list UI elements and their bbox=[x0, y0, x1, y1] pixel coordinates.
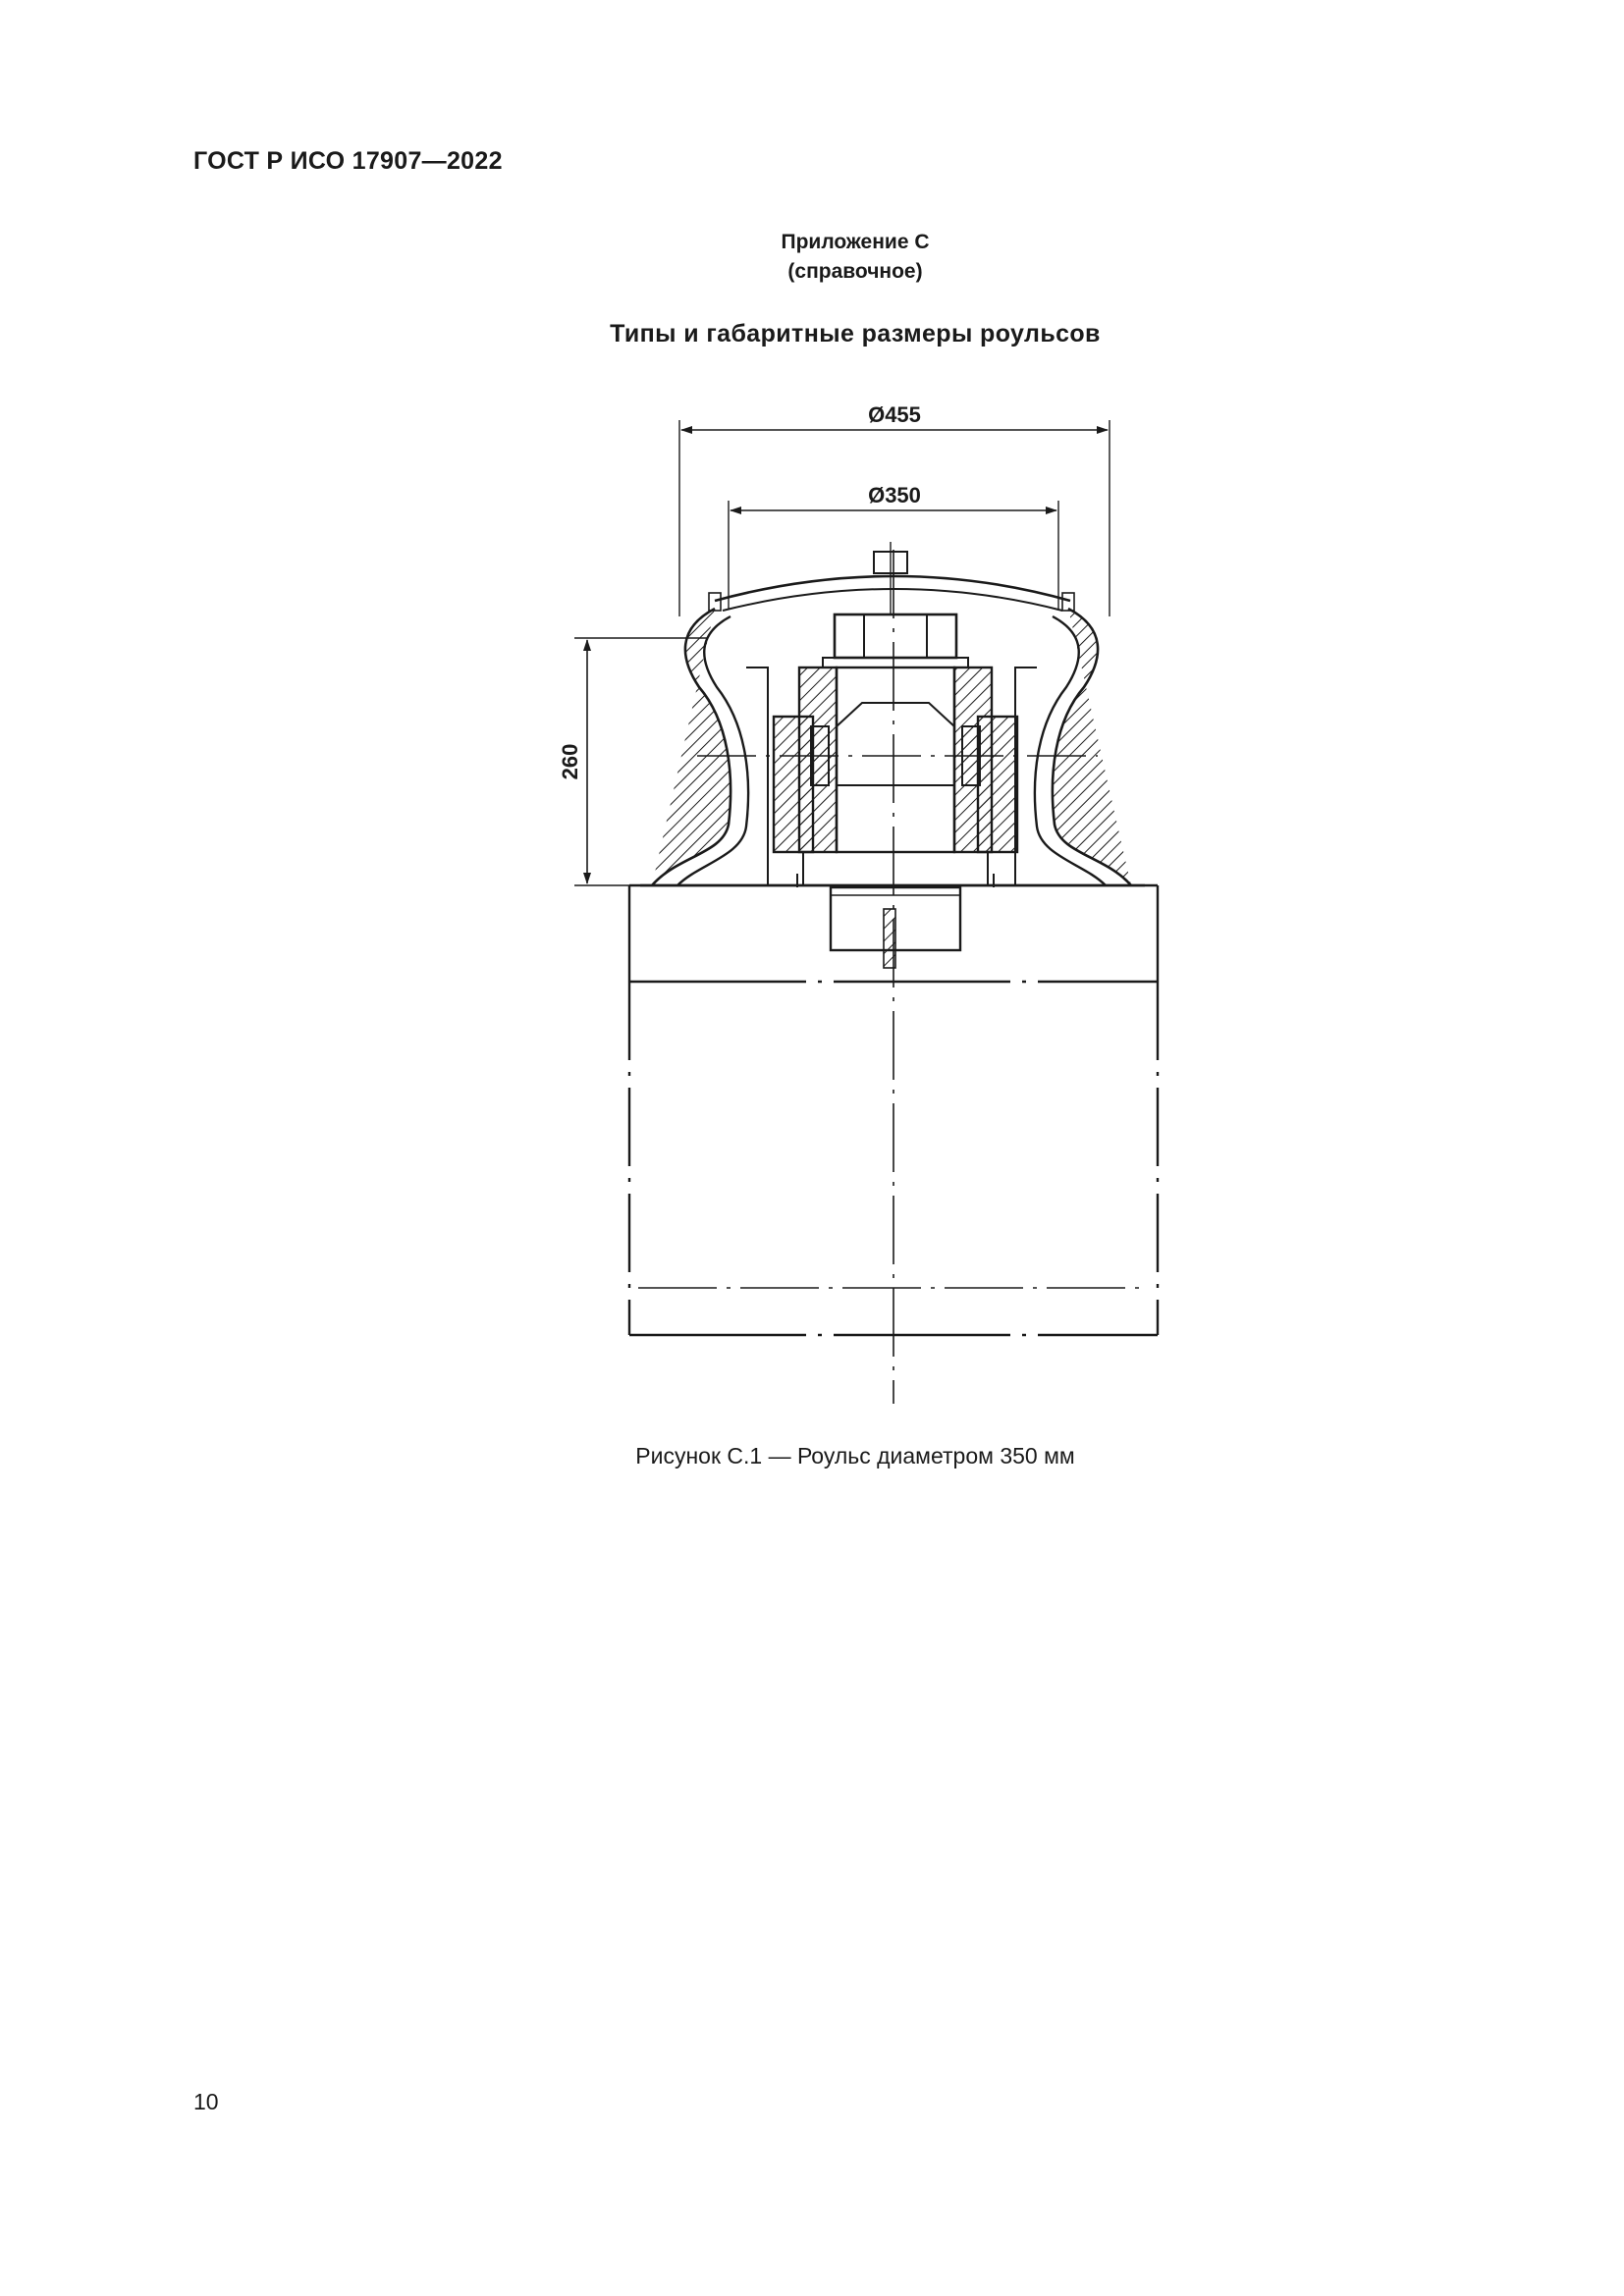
section-title: Типы и габаритные размеры роульсов bbox=[610, 320, 1101, 347]
annex-kind: (справочное) bbox=[787, 260, 923, 283]
figure-caption: Рисунок С.1 — Роульс диаметром 350 мм bbox=[635, 1443, 1075, 1468]
annex-title: Приложение С bbox=[781, 231, 930, 253]
document-header: ГОСТ Р ИСО 17907—2022 bbox=[193, 147, 503, 175]
dimension-outer-diameter: Ø455 bbox=[868, 402, 921, 427]
page-number: 10 bbox=[193, 2089, 219, 2114]
dimension-height: 260 bbox=[558, 743, 582, 780]
dimension-inner-diameter: Ø350 bbox=[868, 483, 921, 507]
